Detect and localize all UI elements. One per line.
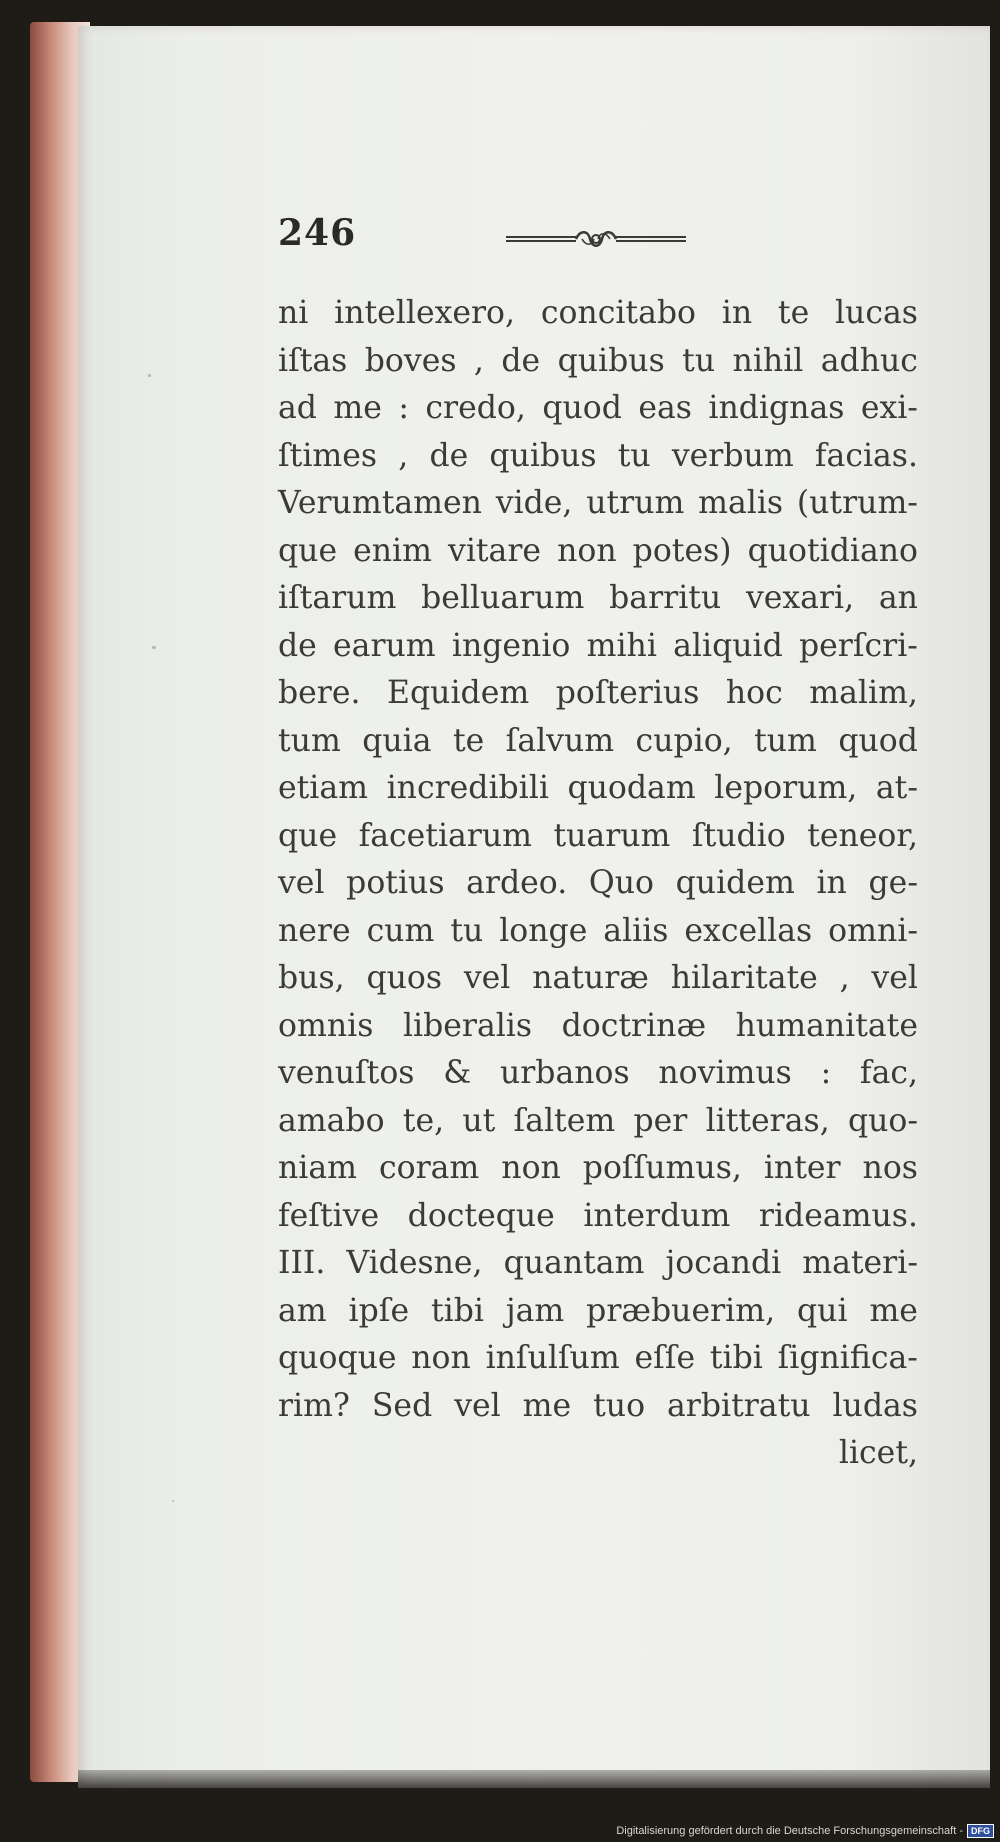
word: ſaltem [513,1102,616,1139]
text-line [278,528,918,576]
paper-speck [152,646,156,649]
text-line [278,1193,918,1241]
word: lucas [834,295,918,331]
word: eas [638,390,692,426]
word: me [333,390,382,426]
word: hilaritate [670,960,818,996]
word: malis [698,485,784,521]
word: quibus [557,342,665,379]
word: adhuc [820,342,918,379]
word: ſtimes [278,437,378,474]
text-line [278,1288,918,1336]
text-line [278,1145,918,1193]
text-line [278,623,918,671]
word: nos [862,1150,918,1186]
word: ni [278,295,309,331]
text-line [278,955,918,1003]
word: vitare [448,532,542,569]
word: te [777,295,810,331]
word: quod [542,390,622,426]
word: jam [505,1292,565,1329]
word: tu [617,437,651,474]
paper-speck [148,374,151,377]
word: te [452,722,485,759]
word: de [429,437,469,474]
word: que [278,532,338,569]
word: III. [278,1245,326,1281]
word: me [869,1292,918,1329]
word: de [501,342,541,379]
word: tu [450,912,484,949]
word: tum [754,722,817,759]
word: : [820,1055,832,1091]
word: omnis [278,1007,374,1044]
word: me [522,1387,572,1424]
word: nihil [732,342,804,379]
text-line [278,433,918,481]
word: ad [278,390,317,426]
catchword-text: licet, [838,1435,918,1471]
word: in [816,865,847,901]
word: ludas [832,1387,918,1424]
word: rideamus. [758,1197,918,1234]
word: perſcri- [798,627,918,664]
word: indignas [708,390,845,426]
text-line [278,1335,918,1383]
word: tibi [709,1340,763,1376]
word: ſtudio [691,817,786,854]
word: liberalis [402,1007,533,1044]
word: ge- [868,865,918,901]
page-header [278,212,918,262]
word: poſterius [555,675,700,711]
word: verbum [671,437,794,474]
word: que [278,817,338,854]
word: ingenio [451,627,571,664]
page-number: 246 [278,212,357,254]
word: doctrinæ [561,1007,707,1044]
word: Equidem [387,675,530,711]
word: nere [278,912,351,949]
word: vexari, [745,580,855,616]
word: intellexero, [334,295,516,331]
word: aliquid [673,627,783,664]
word: quoque [278,1340,397,1376]
text-line [278,338,918,386]
word: quotidiano [747,532,918,569]
word: mihi [586,627,657,664]
word: docteque [407,1197,555,1234]
word: boves [364,342,457,379]
word: venuſtos [278,1055,415,1091]
text-line [278,1383,918,1431]
word: vel [454,1387,501,1424]
word: humanitate [735,1007,918,1044]
word: , [398,437,409,474]
word: materi- [802,1245,918,1281]
word: an [878,580,918,616]
word: (utrum- [796,485,918,521]
text-line [278,1050,918,1098]
word: poſſumus, [582,1150,742,1186]
text-line [278,385,918,433]
word: iſtarum [278,580,397,616]
word: tum [278,722,341,759]
word: quodam [567,770,696,806]
word: at- [875,770,918,806]
text-line [278,575,918,623]
word: barritu [609,580,722,616]
word: Quo [588,865,654,901]
digitization-credit [616,1824,994,1838]
word: concitabo [540,295,696,331]
word: quantam [503,1245,645,1281]
word: fac, [859,1055,918,1091]
word: quia [362,722,432,759]
dfg-logo: DFG [967,1824,994,1838]
word: potius [346,865,445,901]
word: cupio, [635,722,733,759]
word: ardeo. [466,865,568,901]
word: potes) [632,532,732,569]
word: arbitratu [667,1387,811,1424]
word: novimus [658,1055,792,1091]
text-line [278,765,918,813]
word: tibi [430,1292,484,1329]
word: ſalvum [505,722,615,759]
word: eſſe [634,1340,696,1376]
word: feſtive [278,1197,380,1234]
word: leporum, [714,770,858,806]
word: quod [838,722,918,759]
word: te, [402,1102,445,1139]
word: tu [682,342,716,379]
page-bottom-shadow [78,1770,990,1792]
word: earum [333,627,436,664]
word: , [839,960,850,996]
word: iſtas [278,342,348,379]
word: qui [797,1292,848,1329]
word: ipſe [348,1292,410,1329]
word: ut [462,1102,496,1139]
word: rim? [278,1387,350,1424]
word: tuo [593,1387,646,1424]
word: inter [763,1150,841,1186]
word: quos [366,960,443,996]
word: malim, [809,675,918,711]
word: exi- [860,390,918,426]
word: incredibili [386,770,549,806]
text-line [278,290,918,338]
catchword [278,1430,918,1478]
word: vel [871,960,918,996]
word: vide, [495,485,573,521]
word: interdum [583,1197,731,1234]
word: enim [353,532,432,569]
decorative-rule-ornament [506,228,686,250]
text-line [278,1003,918,1051]
text-line [278,813,918,861]
word: inſulſum [485,1340,620,1376]
text-line [278,908,918,956]
text-line [278,670,918,718]
word: quo- [847,1102,918,1139]
word: vel [463,960,511,996]
word: cum [366,912,435,949]
text-line [278,718,918,766]
word: non [411,1340,471,1376]
text-line [278,480,918,528]
word: bere. [278,675,361,711]
word: Sed [371,1387,433,1424]
word: coram [378,1150,480,1186]
word: belluarum [421,580,585,616]
word: hoc [725,675,783,711]
word: præbuerim, [586,1292,776,1329]
word: Verumtamen [278,485,482,521]
body-text [278,290,918,1478]
word: utrum [586,485,685,521]
text-line [278,1240,918,1288]
word: facetiarum [358,817,533,854]
word: longe [499,912,588,949]
word: : [398,390,409,426]
word: per [633,1102,688,1139]
word: in [721,295,753,331]
text-line [278,1098,918,1146]
word: quibus [489,437,597,474]
word: omni- [828,912,918,949]
word: bus, [278,960,345,996]
word: & [443,1055,472,1091]
word: non [501,1150,561,1186]
word: tuarum [553,817,671,854]
word: niam [278,1150,358,1186]
word: etiam [278,770,369,806]
word: am [278,1292,327,1329]
word: , [473,342,484,379]
word: facias. [814,437,918,474]
word: de [278,627,317,664]
word: amabo [278,1102,385,1139]
word: credo, [425,390,526,426]
text-line [278,860,918,908]
word: naturæ [532,960,649,996]
word: urbanos [499,1055,630,1091]
word: Videsne, [346,1245,483,1281]
word: quidem [675,865,795,901]
word: excellas [684,912,813,949]
word: aliis [603,912,669,949]
word: non [557,532,617,569]
credit-text: Digitalisierung gefördert durch die Deutsche Forschungsgemeinschaft - [616,1825,963,1837]
word: teneor, [807,817,918,854]
paper-speck [172,1500,174,1502]
word: ſignifica- [777,1340,918,1376]
word: vel [278,865,325,901]
word: jocandi [665,1245,782,1281]
word: litteras, [705,1102,830,1139]
